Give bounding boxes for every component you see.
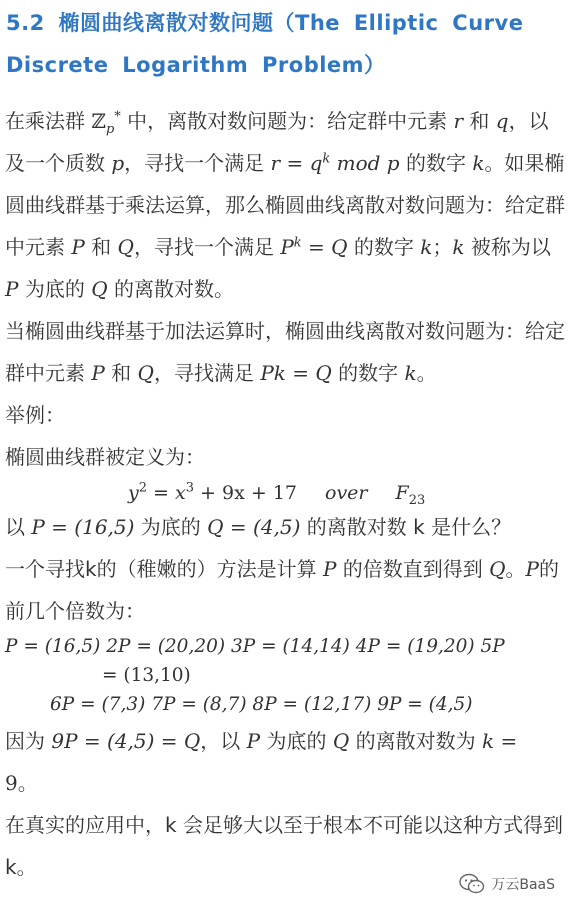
multiples-line-2: = (13,10) xyxy=(102,665,191,686)
equation-k: k = xyxy=(481,729,518,753)
var-P: P xyxy=(525,557,540,581)
paragraph-real-world: 在真实的应用中，k 会足够大以至于根本不可能以这种方式得到 k。 xyxy=(5,813,563,879)
var-k: k xyxy=(420,235,433,259)
text: 和 xyxy=(84,235,118,259)
multiples-line-1: P = (16,5) 2P = (20,20) 3P = (14,14) 4P = (19,20) 5P xyxy=(5,636,505,657)
equation-q: Q = (4,5) xyxy=(207,515,301,539)
text: ，寻找满足 xyxy=(153,361,261,385)
var-Q: Q xyxy=(137,361,154,385)
var-k: k xyxy=(472,151,485,175)
text: 中，离散对数问题为：给定群中元素 xyxy=(120,109,454,133)
text: 。如果椭圆曲线群基于乘法运算，那么椭圆曲线离散对数问题为：给定群中元素 xyxy=(5,151,565,259)
equation-pk-eq-q: Pk = Q xyxy=(260,361,332,385)
text: 的数字 xyxy=(399,151,473,175)
var-q: q xyxy=(495,109,509,133)
var-P: P xyxy=(5,277,19,301)
equation-9p: 9P = (4,5) = Q xyxy=(51,729,201,753)
text: 。 xyxy=(416,361,437,385)
paragraph-naive-method: 一个寻找k的（稚嫩的）方法是计算 P 的倍数直到得到 Q。P的前几个倍数为： xyxy=(5,557,560,623)
equation-pk-eq-q: $P^k = Q$ xyxy=(280,235,348,259)
var-r: r xyxy=(453,109,464,133)
text: 为底的 xyxy=(18,277,92,301)
example-label: 举例： xyxy=(5,403,65,427)
watermark xyxy=(459,873,555,895)
var-Q: Q xyxy=(332,729,350,753)
paragraph-multiplicative-dlp xyxy=(5,100,565,310)
group-symbol: ℤ$_p$* xyxy=(91,109,121,137)
question-line: 以 P = (16,5) 为底的 Q = (4,5) 的离散对数 k 是什么？ xyxy=(5,515,512,539)
var-Q: Q xyxy=(91,277,108,301)
text: 被称为以 xyxy=(464,235,551,259)
value-9: 9 xyxy=(5,771,18,795)
paragraph-conclusion: 因为 9P = (4,5) = Q，以 P 为底的 Q 的离散对数为 k = 9。 xyxy=(5,729,518,795)
var-k: k xyxy=(404,361,417,385)
text: 和 xyxy=(463,109,496,133)
text: 在乘法群 xyxy=(5,109,92,133)
paragraph-additive-dlp xyxy=(5,310,565,394)
text: ，以及一个质数 xyxy=(5,109,549,175)
text: 的离散对数。 xyxy=(107,277,234,301)
text: ，寻找一个满足 xyxy=(124,151,271,175)
var-P: P xyxy=(246,729,261,753)
var-p: p xyxy=(111,151,125,175)
curve-equation: $y^2 = x^3 + 9x + 17$ over $F_{23}$ xyxy=(128,480,426,508)
curve-definition-label: 椭圆曲线群被定义为： xyxy=(5,445,205,469)
var-Q: Q xyxy=(117,235,134,259)
equation-r-qk-mod-p: $r = q^k$ mod p xyxy=(270,151,400,175)
multiples-line-3: 6P = (7,3) 7P = (8,7) 8P = (12,17) 9P = (4,5) xyxy=(50,694,473,715)
text: 的数字 xyxy=(347,235,421,259)
equation-p: P = (16,5) xyxy=(31,515,135,539)
text: 的数字 xyxy=(331,361,405,385)
text: ； xyxy=(432,235,453,259)
text: 当椭圆曲线群基于加法运算时，椭圆曲线离散对数问题为：给定群中元素 xyxy=(5,319,565,385)
var-P: P xyxy=(322,557,337,581)
text: ，寻找一个满足 xyxy=(133,235,281,259)
wechat-icon xyxy=(459,873,485,895)
var-P: P xyxy=(91,361,105,385)
section-heading: 5.2 椭圆曲线离散对数问题（The Elliptic Curve Discrete Logarithm Problem） xyxy=(6,11,524,77)
var-k: k xyxy=(452,235,465,259)
var-P: P xyxy=(71,235,85,259)
brand-name: 万云BaaS xyxy=(491,877,555,893)
text: 和 xyxy=(104,361,138,385)
var-Q: Q xyxy=(489,557,506,581)
